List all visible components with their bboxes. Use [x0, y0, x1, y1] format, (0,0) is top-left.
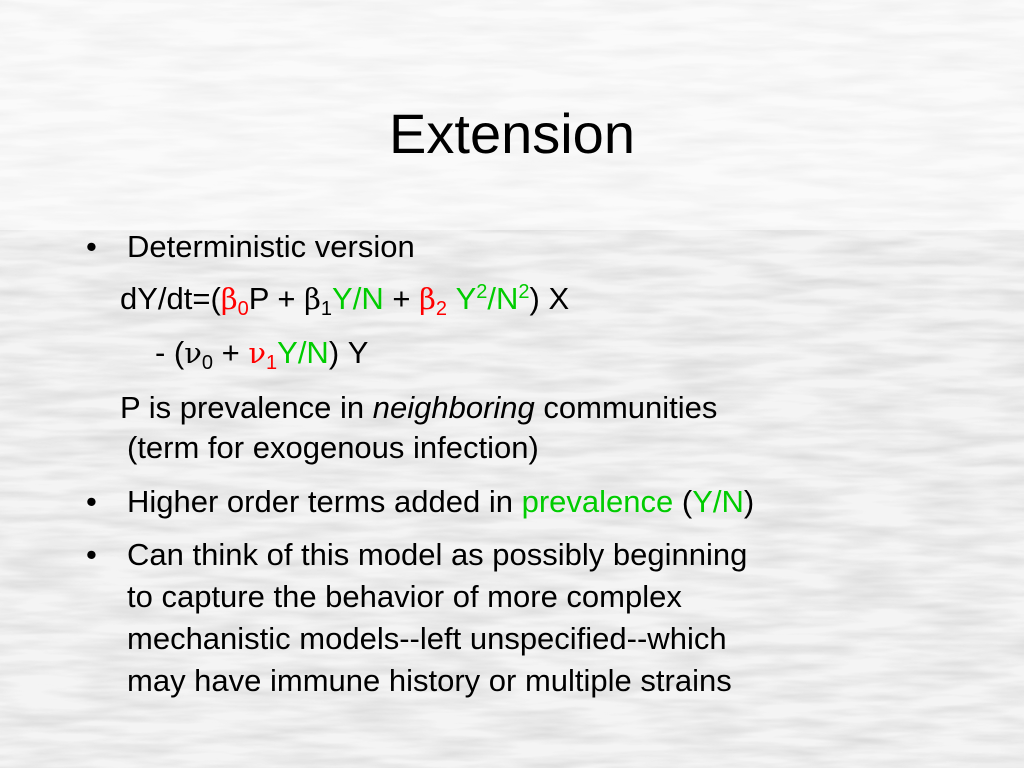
note-post: communities	[534, 390, 718, 425]
nu-0-subscript: 0	[201, 352, 214, 374]
beta-2-symbol: β	[419, 282, 436, 316]
eq2-open: - (	[155, 335, 185, 370]
bullet-can-think-line1: Can think of this model as possibly beginning	[127, 537, 748, 572]
eq-n-exponent: 2	[518, 281, 530, 303]
note-pre: P is prevalence in	[120, 390, 373, 425]
eq-y-squared: Y	[455, 281, 477, 316]
eq-p-plus: P +	[248, 281, 305, 316]
b2-close: )	[743, 484, 755, 519]
bullet-deterministic-version: Deterministic version	[127, 229, 415, 264]
eq-close-x: ) X	[529, 281, 570, 316]
bullet-higher-order-terms	[127, 483, 754, 521]
b2-yn: Y/N	[692, 484, 744, 519]
eq-over-n: /N	[487, 281, 519, 316]
beta-1-symbol: β	[304, 282, 321, 316]
prevalence-note	[120, 389, 717, 427]
bullet-marker: •	[86, 537, 97, 572]
eq-lhs: dY/dt=(	[120, 281, 221, 316]
note-emphasis: neighboring	[372, 390, 535, 425]
eq2-plus: +	[213, 335, 249, 370]
beta-1-subscript: 1	[320, 298, 333, 320]
prevalence-note-line2: (term for exogenous infection)	[127, 430, 539, 465]
equation-dydt	[120, 280, 569, 318]
beta-2-subscript: 2	[435, 298, 447, 320]
nu-0-symbol: ν	[184, 336, 202, 370]
eq2-close-y: ) Y	[328, 335, 369, 370]
bullet-marker: •	[86, 229, 97, 264]
beta-0-symbol: β	[220, 282, 238, 316]
nu-1-symbol: ν	[248, 336, 267, 370]
eq-y-exponent: 2	[476, 281, 488, 303]
bullet-marker: •	[86, 484, 97, 519]
bullet-can-think-line2: to capture the behavior of more complex	[127, 579, 682, 614]
beta-0-subscript: 0	[237, 298, 249, 320]
nu-1-subscript: 1	[266, 352, 278, 374]
eq-space	[447, 281, 456, 316]
eq2-yn-term: Y/N	[277, 335, 329, 370]
eq-yn-term: Y/N	[332, 281, 384, 316]
eq-plus: +	[383, 281, 420, 316]
b2-prevalence: prevalence	[521, 484, 674, 519]
equation-removal	[155, 334, 368, 372]
bullet-can-think-line4: may have immune history or multiple strains	[127, 663, 732, 698]
b2-open: (	[673, 484, 693, 519]
bullet-can-think-line3: mechanistic models--left unspecified--which	[127, 621, 727, 656]
b2-pre: Higher order terms added in	[127, 484, 522, 519]
slide-title: Extension	[389, 102, 635, 165]
